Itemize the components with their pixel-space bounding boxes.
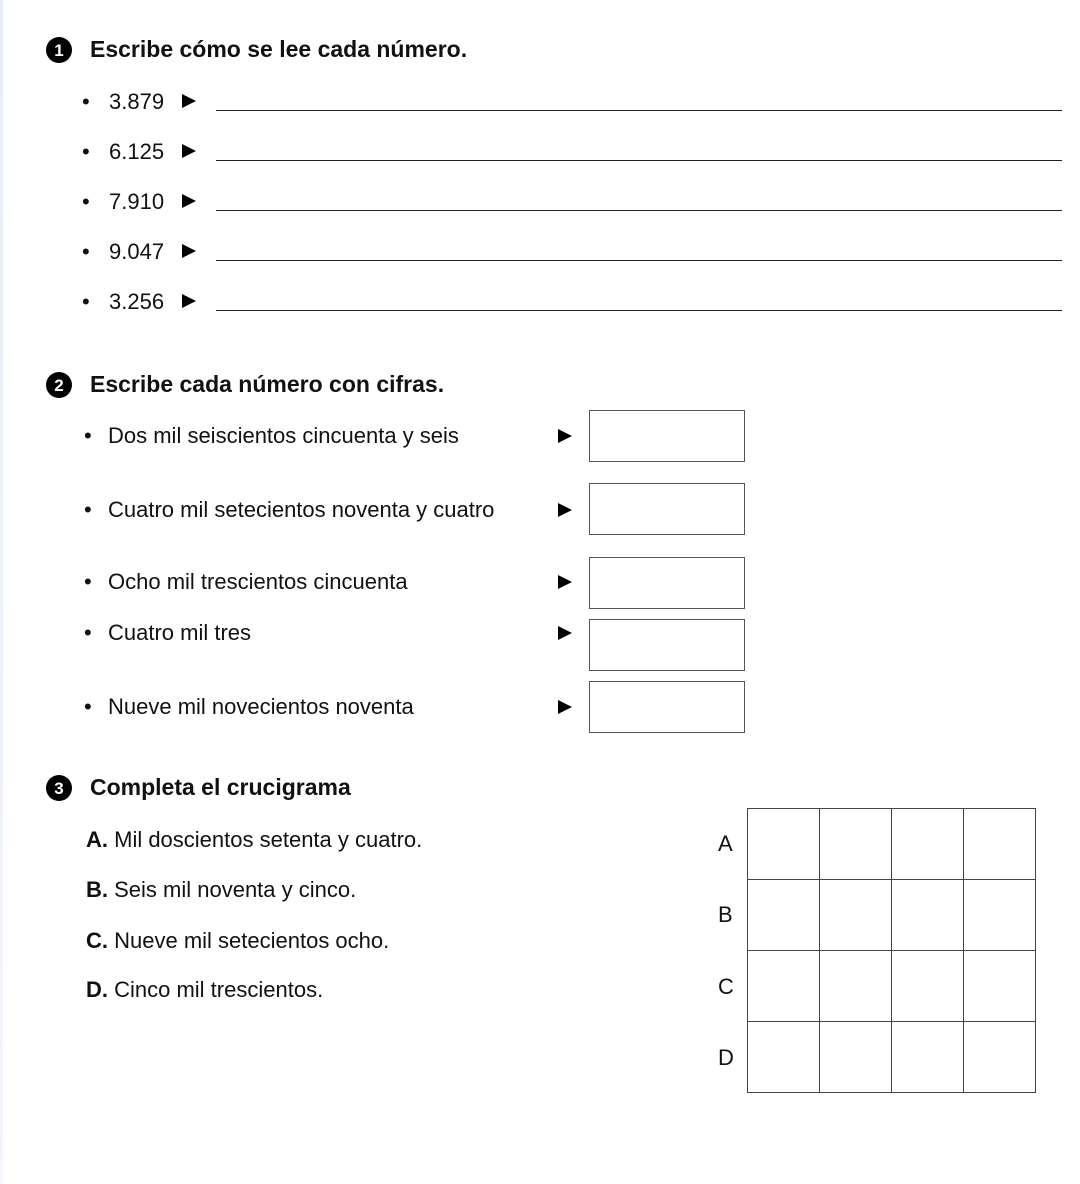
answer-box[interactable] (589, 619, 745, 671)
clue-c (86, 928, 389, 954)
answer-line[interactable] (216, 310, 1062, 311)
crossword-cell[interactable] (820, 880, 892, 951)
crossword-cell[interactable] (964, 951, 1036, 1022)
section-1-number: 1 (46, 37, 72, 63)
arrow-icon (558, 575, 572, 589)
answer-line[interactable] (216, 110, 1062, 111)
number-item (82, 85, 1062, 117)
answer-line[interactable] (216, 210, 1062, 211)
arrow-icon (558, 700, 572, 714)
bullet: • (82, 239, 90, 264)
clue-a (86, 827, 422, 853)
crossword-cell[interactable] (748, 880, 820, 951)
section-2-title: Escribe cada número con cifras. (90, 371, 445, 397)
answer-box[interactable] (589, 483, 745, 535)
crossword-cell[interactable] (892, 880, 964, 951)
crossword-cell[interactable] (820, 1022, 892, 1093)
arrow-icon (182, 244, 196, 258)
number-words: Cuatro mil setecientos noventa y cuatro (108, 497, 495, 522)
crossword-row-label: A (718, 831, 733, 856)
number-value: 3.256 (109, 289, 165, 314)
bullet: • (82, 189, 90, 214)
crossword-cell[interactable] (892, 1022, 964, 1093)
bullet: • (84, 620, 92, 645)
number-value: 3.879 (109, 89, 165, 114)
section-2-number: 2 (46, 372, 72, 398)
arrow-icon (558, 503, 572, 517)
page-edge (0, 0, 3, 1184)
answer-box[interactable] (589, 681, 745, 733)
crossword-cell[interactable] (820, 809, 892, 880)
crossword-row-label: B (718, 902, 733, 927)
crossword-row-label: C (718, 974, 734, 999)
crossword-cell[interactable] (748, 1022, 820, 1093)
section-3-title: Completa el crucigrama (90, 774, 351, 800)
crossword-grid (747, 808, 1036, 1093)
clue-letter: A. (86, 827, 108, 852)
crossword-row-label: D (718, 1045, 734, 1070)
clue-d (86, 977, 323, 1003)
crossword-cell[interactable] (892, 951, 964, 1022)
section-1-title: Escribe cómo se lee cada número. (90, 36, 468, 62)
number-value: 7.910 (109, 189, 165, 214)
number-value: 9.047 (109, 239, 165, 264)
number-item (82, 185, 1062, 217)
crossword-row (748, 880, 1036, 951)
clue-text: Mil doscientos setenta y cuatro. (108, 827, 423, 852)
crossword-cell[interactable] (964, 880, 1036, 951)
arrow-icon (558, 626, 572, 640)
number-value: 6.125 (109, 139, 165, 164)
crossword-cell[interactable] (964, 809, 1036, 880)
crossword-cell[interactable] (820, 951, 892, 1022)
answer-box[interactable] (589, 410, 745, 462)
number-item (82, 235, 1062, 267)
answer-box[interactable] (589, 557, 745, 609)
number-words: Dos mil seiscientos cincuenta y seis (108, 423, 459, 448)
number-words: Ocho mil trescientos cincuenta (108, 569, 408, 594)
answer-line[interactable] (216, 260, 1062, 261)
bullet: • (84, 497, 92, 522)
number-words: Cuatro mil tres (108, 620, 252, 645)
crossword-cell[interactable] (892, 809, 964, 880)
crossword-cell[interactable] (748, 951, 820, 1022)
crossword-row (748, 1022, 1036, 1093)
clue-letter: B. (86, 877, 108, 902)
clue-letter: C. (86, 928, 108, 953)
clue-b (86, 877, 356, 903)
bullet: • (82, 139, 90, 164)
crossword-cell[interactable] (748, 809, 820, 880)
number-words: Nueve mil novecientos noventa (108, 694, 414, 719)
bullet: • (84, 569, 92, 594)
clue-letter: D. (86, 977, 108, 1002)
arrow-icon (182, 294, 196, 308)
clue-text: Nueve mil setecientos ocho. (108, 928, 390, 953)
crossword-cell[interactable] (964, 1022, 1036, 1093)
section-3-number: 3 (46, 775, 72, 801)
arrow-icon (182, 94, 196, 108)
arrow-icon (558, 429, 572, 443)
bullet: • (84, 423, 92, 448)
arrow-icon (182, 194, 196, 208)
answer-line[interactable] (216, 160, 1062, 161)
clue-text: Seis mil noventa y cinco. (108, 877, 357, 902)
crossword-row (748, 809, 1036, 880)
clue-text: Cinco mil trescientos. (108, 977, 324, 1002)
bullet: • (82, 289, 90, 314)
number-item (82, 135, 1062, 167)
bullet: • (84, 694, 92, 719)
bullet: • (82, 89, 90, 114)
arrow-icon (182, 144, 196, 158)
crossword-row (748, 951, 1036, 1022)
number-item (82, 285, 1062, 317)
